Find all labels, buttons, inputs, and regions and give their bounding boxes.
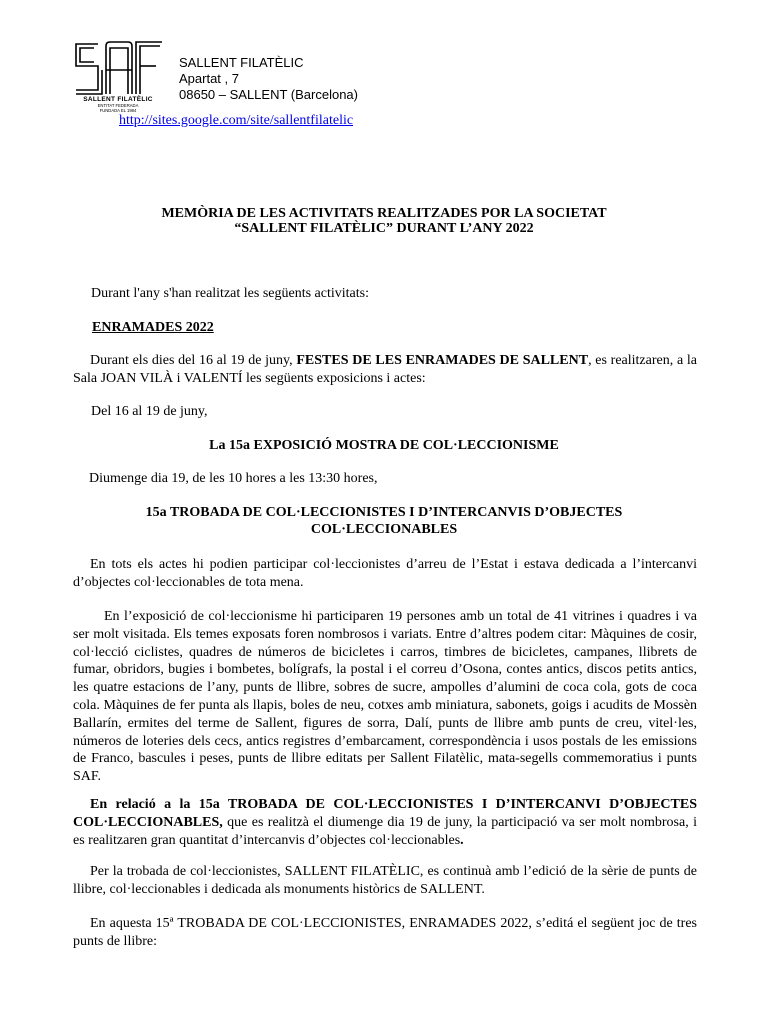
paragraph-festes (73, 352, 697, 388)
logo-entity-text (72, 104, 164, 113)
paragraph-trobada (73, 796, 697, 849)
date-line-1: Del 16 al 19 de juny, (91, 404, 208, 419)
address-line2: 08650 – SALLENT (Barcelona) (179, 87, 358, 102)
p4-end: . (460, 832, 464, 848)
address-line1: Apartat , 7 (179, 71, 239, 86)
logo-entity-line1: ENTITAT FEDERADA (97, 103, 139, 108)
event-exposicio: La 15a EXPOSICIÓ MOSTRA DE COL·LECCIONISME (209, 438, 559, 453)
section-heading: ENRAMADES 2022 (92, 320, 214, 335)
paragraph-participants: En tots els actes hi podien participar col·leccionistes d’arreu de l’Estat i estava dedicada a l’intercanvi d’objectes col·leccionables de tota mena. (73, 557, 697, 590)
title-line1: MEMÒRIA DE LES ACTIVITATS REALITZADES POR LA SOCIETAT (161, 206, 607, 221)
paragraph-joc-punts: En aquesta 15ª TROBADA DE COL·LECCIONISTES, ENRAMADES 2022, s’editá el següent joc de tres punts de llibre: (73, 916, 697, 949)
intro-text: Durant l'any s'han realitzat les següents activitats: (91, 286, 369, 301)
title-line2: “SALLENT FILATÈLIC” DURANT L’ANY 2022 (234, 221, 534, 236)
website-link[interactable]: http://sites.google.com/site/sallentfilatelic (119, 113, 354, 128)
p1-after: , es realitzaren, a la Sala JOAN VILÀ i VALENTÍ les següents exposicions i actes: (73, 353, 697, 386)
paragraph-punts-llibre: Per la trobada de col·leccionistes, SALLENT FILATÈLIC, es continuà amb l’edició de la sèrie de punts de llibre, col·leccionables i dedicada als monuments històrics de SALLENT. (73, 864, 697, 897)
logo-entity-line2: FUNDADA EL 1984 (99, 107, 137, 113)
document-title (72, 206, 696, 236)
date-line-2: Diumenge dia 19, de les 10 hores a les 13:30 hores, (89, 471, 378, 486)
org-name: SALLENT FILATÈLIC (179, 55, 304, 70)
p4-normal: que es realitzà el diumenge dia 19 de juny, la participació va ser molt nombrosa, i es realitzaren gran quantitat d’intercanvis d’objectes col·leccionables (73, 814, 697, 848)
saf-logo (72, 40, 164, 116)
p4-bold: En relació a la 15a TROBADA DE COL·LECCIONISTES I D’INTERCANVI D’OBJECTES COL·LECCIONABLES, (73, 797, 697, 830)
address-block (179, 55, 358, 103)
event-trobada-line2: COL·LECCIONABLES (310, 522, 458, 537)
p1-bold: FESTES DE LES ENRAMADES DE SALLENT (296, 353, 589, 368)
event-trobada-line1: 15a TROBADA DE COL·LECCIONISTES I D’INTERCANVIS D’OBJECTES (145, 505, 623, 520)
logo-subtitle: SALLENT FILATÈLIC (83, 96, 153, 103)
p1-before: Durant els dies del 16 al 19 de juny, (90, 353, 297, 368)
event-trobada (72, 504, 696, 538)
saf-logo-icon (72, 40, 164, 96)
paragraph-exposicio: En l’exposició de col·leccionisme hi participaren 19 persones amb un total de 41 vitrines i quadres i va ser molt visitada. Els temes exposats foren nombrosos i variats. Entre d’altres podem citar: Màquines de cosir, col·lecció ciclistes, quadres de números de bicicletes i carros, timbres de bicicletes, campanes, llibrets de fumar, obridors, bugies i bombetes, bolígrafs, la postal i el correu d’Osona, contes antics, discos petits antics, les quatre estacions de l’any, punts de llibre, sobres de sucre, ampolles d’alumini de coca cola, gots de coca cola. Màquines de fer punta als llapis, boles de neu, cotxes amb miniatura, sabonets, goigs i acudits de Mossèn Ballarín, ermites del terme de Sallent, figures de sorra, Dalí, punts de llibre amb punts de creu, vitel·les, números de loteries dels cecs, antics registres d’embarcament, correspondència i usos postals de les emissions de Franco, bascules i peses, punts de llibre editats per Sallent Filatèlic, mata-segells commemoratius i punts SAF. (73, 609, 697, 785)
